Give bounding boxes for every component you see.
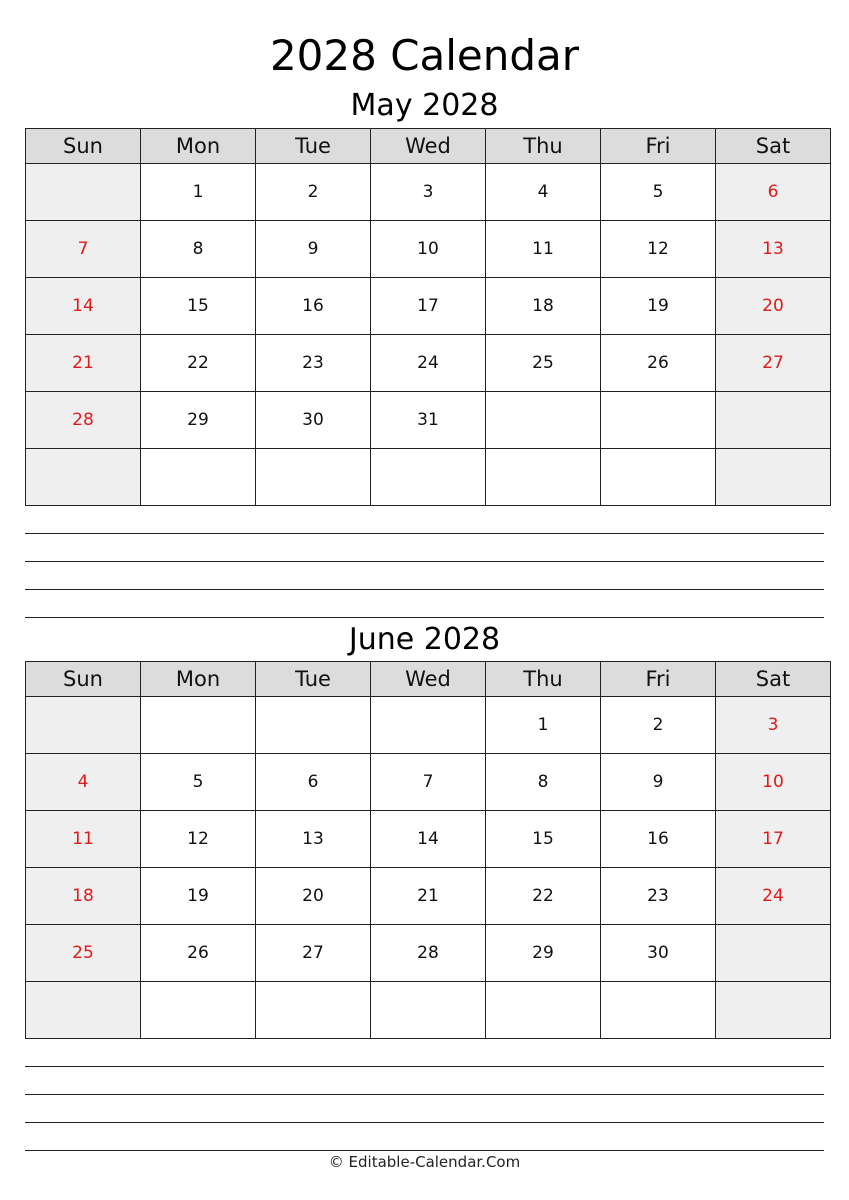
day-cell xyxy=(486,392,601,449)
note-line xyxy=(25,1150,824,1151)
day-cell: 14 xyxy=(371,811,486,868)
day-cell: 30 xyxy=(256,392,371,449)
day-cell: 22 xyxy=(486,868,601,925)
page-title: 2028 Calendar xyxy=(269,31,580,80)
weekday-header-sun: Sun xyxy=(26,129,141,164)
day-cell: 18 xyxy=(26,868,141,925)
weekday-header-row xyxy=(26,129,831,164)
note-line xyxy=(25,1122,824,1123)
day-cell: 3 xyxy=(371,164,486,221)
day-cell: 11 xyxy=(26,811,141,868)
day-cell xyxy=(371,982,486,1039)
week-row xyxy=(26,392,831,449)
day-cell: 29 xyxy=(141,392,256,449)
weekday-header-thu: Thu xyxy=(486,129,601,164)
weekday-header-fri: Fri xyxy=(601,129,716,164)
day-cell: 20 xyxy=(256,868,371,925)
week-row xyxy=(26,697,831,754)
day-cell xyxy=(256,449,371,506)
weekday-header-sat: Sat xyxy=(716,129,831,164)
week-row xyxy=(26,335,831,392)
day-cell: 12 xyxy=(141,811,256,868)
day-cell: 30 xyxy=(601,925,716,982)
week-row xyxy=(26,754,831,811)
day-cell: 28 xyxy=(26,392,141,449)
day-cell: 8 xyxy=(486,754,601,811)
day-cell: 19 xyxy=(601,278,716,335)
day-cell xyxy=(601,392,716,449)
day-cell: 7 xyxy=(26,221,141,278)
week-row xyxy=(26,982,831,1039)
day-cell: 14 xyxy=(26,278,141,335)
note-line xyxy=(25,589,824,590)
day-cell: 28 xyxy=(371,925,486,982)
day-cell xyxy=(486,982,601,1039)
weekday-header-sun: Sun xyxy=(26,662,141,697)
day-cell: 22 xyxy=(141,335,256,392)
week-row xyxy=(26,164,831,221)
day-cell: 26 xyxy=(601,335,716,392)
day-cell xyxy=(486,449,601,506)
day-cell xyxy=(26,982,141,1039)
day-cell: 15 xyxy=(486,811,601,868)
day-cell: 6 xyxy=(716,164,831,221)
calendar-table-june xyxy=(25,661,831,1039)
weekday-header-mon: Mon xyxy=(141,662,256,697)
day-cell: 2 xyxy=(601,697,716,754)
month-title-june: June 2028 xyxy=(348,622,501,657)
day-cell xyxy=(141,697,256,754)
day-cell xyxy=(26,697,141,754)
week-row xyxy=(26,449,831,506)
weekday-header-wed: Wed xyxy=(371,129,486,164)
day-cell: 2 xyxy=(256,164,371,221)
day-cell: 15 xyxy=(141,278,256,335)
day-cell: 13 xyxy=(256,811,371,868)
day-cell xyxy=(256,697,371,754)
day-cell: 21 xyxy=(371,868,486,925)
weekday-header-sat: Sat xyxy=(716,662,831,697)
day-cell: 16 xyxy=(601,811,716,868)
day-cell xyxy=(371,449,486,506)
day-cell: 7 xyxy=(371,754,486,811)
day-cell xyxy=(716,982,831,1039)
day-cell xyxy=(256,982,371,1039)
day-cell: 10 xyxy=(716,754,831,811)
day-cell: 31 xyxy=(371,392,486,449)
weekday-header-tue: Tue xyxy=(256,129,371,164)
weekday-header-fri: Fri xyxy=(601,662,716,697)
week-row xyxy=(26,221,831,278)
day-cell: 19 xyxy=(141,868,256,925)
footer-copyright: © Editable-Calendar.Com xyxy=(328,1153,521,1171)
note-line xyxy=(25,617,824,618)
day-cell: 4 xyxy=(486,164,601,221)
day-cell: 25 xyxy=(26,925,141,982)
week-row xyxy=(26,925,831,982)
day-cell: 13 xyxy=(716,221,831,278)
weekday-header-tue: Tue xyxy=(256,662,371,697)
day-cell xyxy=(716,925,831,982)
day-cell: 10 xyxy=(371,221,486,278)
day-cell: 23 xyxy=(601,868,716,925)
day-cell: 18 xyxy=(486,278,601,335)
day-cell: 11 xyxy=(486,221,601,278)
note-line xyxy=(25,533,824,534)
day-cell: 23 xyxy=(256,335,371,392)
day-cell: 3 xyxy=(716,697,831,754)
day-cell xyxy=(716,392,831,449)
day-cell: 25 xyxy=(486,335,601,392)
calendar-table-may xyxy=(25,128,831,506)
day-cell: 17 xyxy=(716,811,831,868)
day-cell: 12 xyxy=(601,221,716,278)
day-cell: 16 xyxy=(256,278,371,335)
day-cell: 20 xyxy=(716,278,831,335)
note-line xyxy=(25,1094,824,1095)
day-cell: 24 xyxy=(371,335,486,392)
day-cell: 4 xyxy=(26,754,141,811)
month-title-may: May 2028 xyxy=(350,88,499,123)
day-cell: 9 xyxy=(256,221,371,278)
weekday-header-wed: Wed xyxy=(371,662,486,697)
day-cell: 21 xyxy=(26,335,141,392)
day-cell: 1 xyxy=(486,697,601,754)
week-row xyxy=(26,868,831,925)
day-cell: 1 xyxy=(141,164,256,221)
day-cell xyxy=(141,982,256,1039)
day-cell: 5 xyxy=(141,754,256,811)
day-cell xyxy=(26,449,141,506)
day-cell: 26 xyxy=(141,925,256,982)
day-cell xyxy=(601,982,716,1039)
day-cell: 5 xyxy=(601,164,716,221)
day-cell: 9 xyxy=(601,754,716,811)
day-cell xyxy=(371,697,486,754)
day-cell: 8 xyxy=(141,221,256,278)
day-cell: 27 xyxy=(256,925,371,982)
day-cell xyxy=(141,449,256,506)
note-line xyxy=(25,561,824,562)
day-cell: 27 xyxy=(716,335,831,392)
day-cell: 17 xyxy=(371,278,486,335)
week-row xyxy=(26,811,831,868)
note-line xyxy=(25,1066,824,1067)
weekday-header-row xyxy=(26,662,831,697)
day-cell: 6 xyxy=(256,754,371,811)
weekday-header-mon: Mon xyxy=(141,129,256,164)
day-cell xyxy=(601,449,716,506)
week-row xyxy=(26,278,831,335)
day-cell: 24 xyxy=(716,868,831,925)
day-cell xyxy=(716,449,831,506)
day-cell xyxy=(26,164,141,221)
weekday-header-thu: Thu xyxy=(486,662,601,697)
day-cell: 29 xyxy=(486,925,601,982)
